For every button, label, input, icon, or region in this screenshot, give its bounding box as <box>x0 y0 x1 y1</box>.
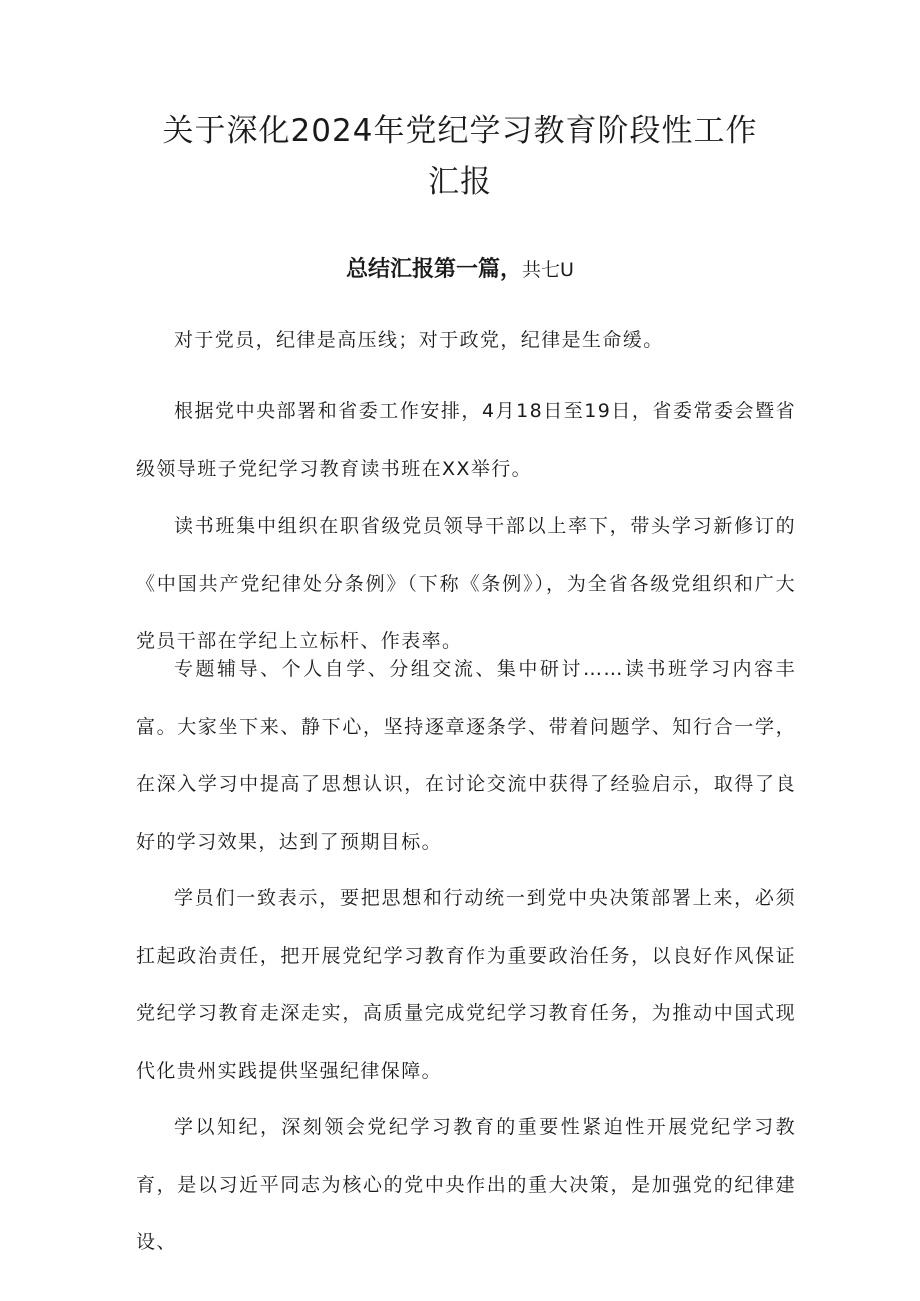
subtitle-tail-text: 共七U <box>522 259 574 281</box>
subtitle-main-text: 总结汇报第一篇， <box>346 257 523 282</box>
body-paragraph-6: 学以知纪，深刻领会党纪学习教育的重要性紧迫性开展党纪学习教育，是以习近平同志为核心的党中央作出的重大决策，是加强党的纪律建设、 <box>136 1116 796 1253</box>
body-paragraph-5: 学员们一致表示，要把思想和行动统一到党中央决策部署上来，必须扛起政治责任，把开展党纪学习教育作为重要政治任务，以良好作风保证党纪学习教育走深走实，高质量完成党纪学习教育任务，为推动中国式现代化贵州实践提供坚强纪律保障。 <box>136 887 796 1082</box>
body-paragraph-4: 专题辅导、个人自学、分组交流、集中研讨……读书班学习内容丰富。大家坐下来、静下心，坚持逐章逐条学、带着问题学、知行合一学，在深入学习中提高了思想认识，在讨论交流中获得了经验启示，取得了良好的学习效果，达到了预期目标。 <box>136 658 796 853</box>
document-title-line-1: 关于深化2024年党纪学习教育阶段性工作 <box>162 113 758 149</box>
body-paragraph-3: 读书班集中组织在职省级党员领导干部以上率下，带头学习新修订的《中国共产党纪律处分条例》（下称《条例》），为全省各级党组织和广大党员干部在学纪上立标杆、作表率。 <box>136 515 796 652</box>
body-paragraph-1: 对于党员，纪律是高压线；对于政党，纪律是生命缓。 <box>174 329 664 351</box>
document-title-line-2: 汇报 <box>428 164 492 200</box>
document-subtitle <box>100 257 820 283</box>
body-paragraph-2: 根据党中央部署和省委工作安排，4月18日至19日，省委常委会暨省级领导班子党纪学习教育读书班在XX举行。 <box>136 400 796 480</box>
